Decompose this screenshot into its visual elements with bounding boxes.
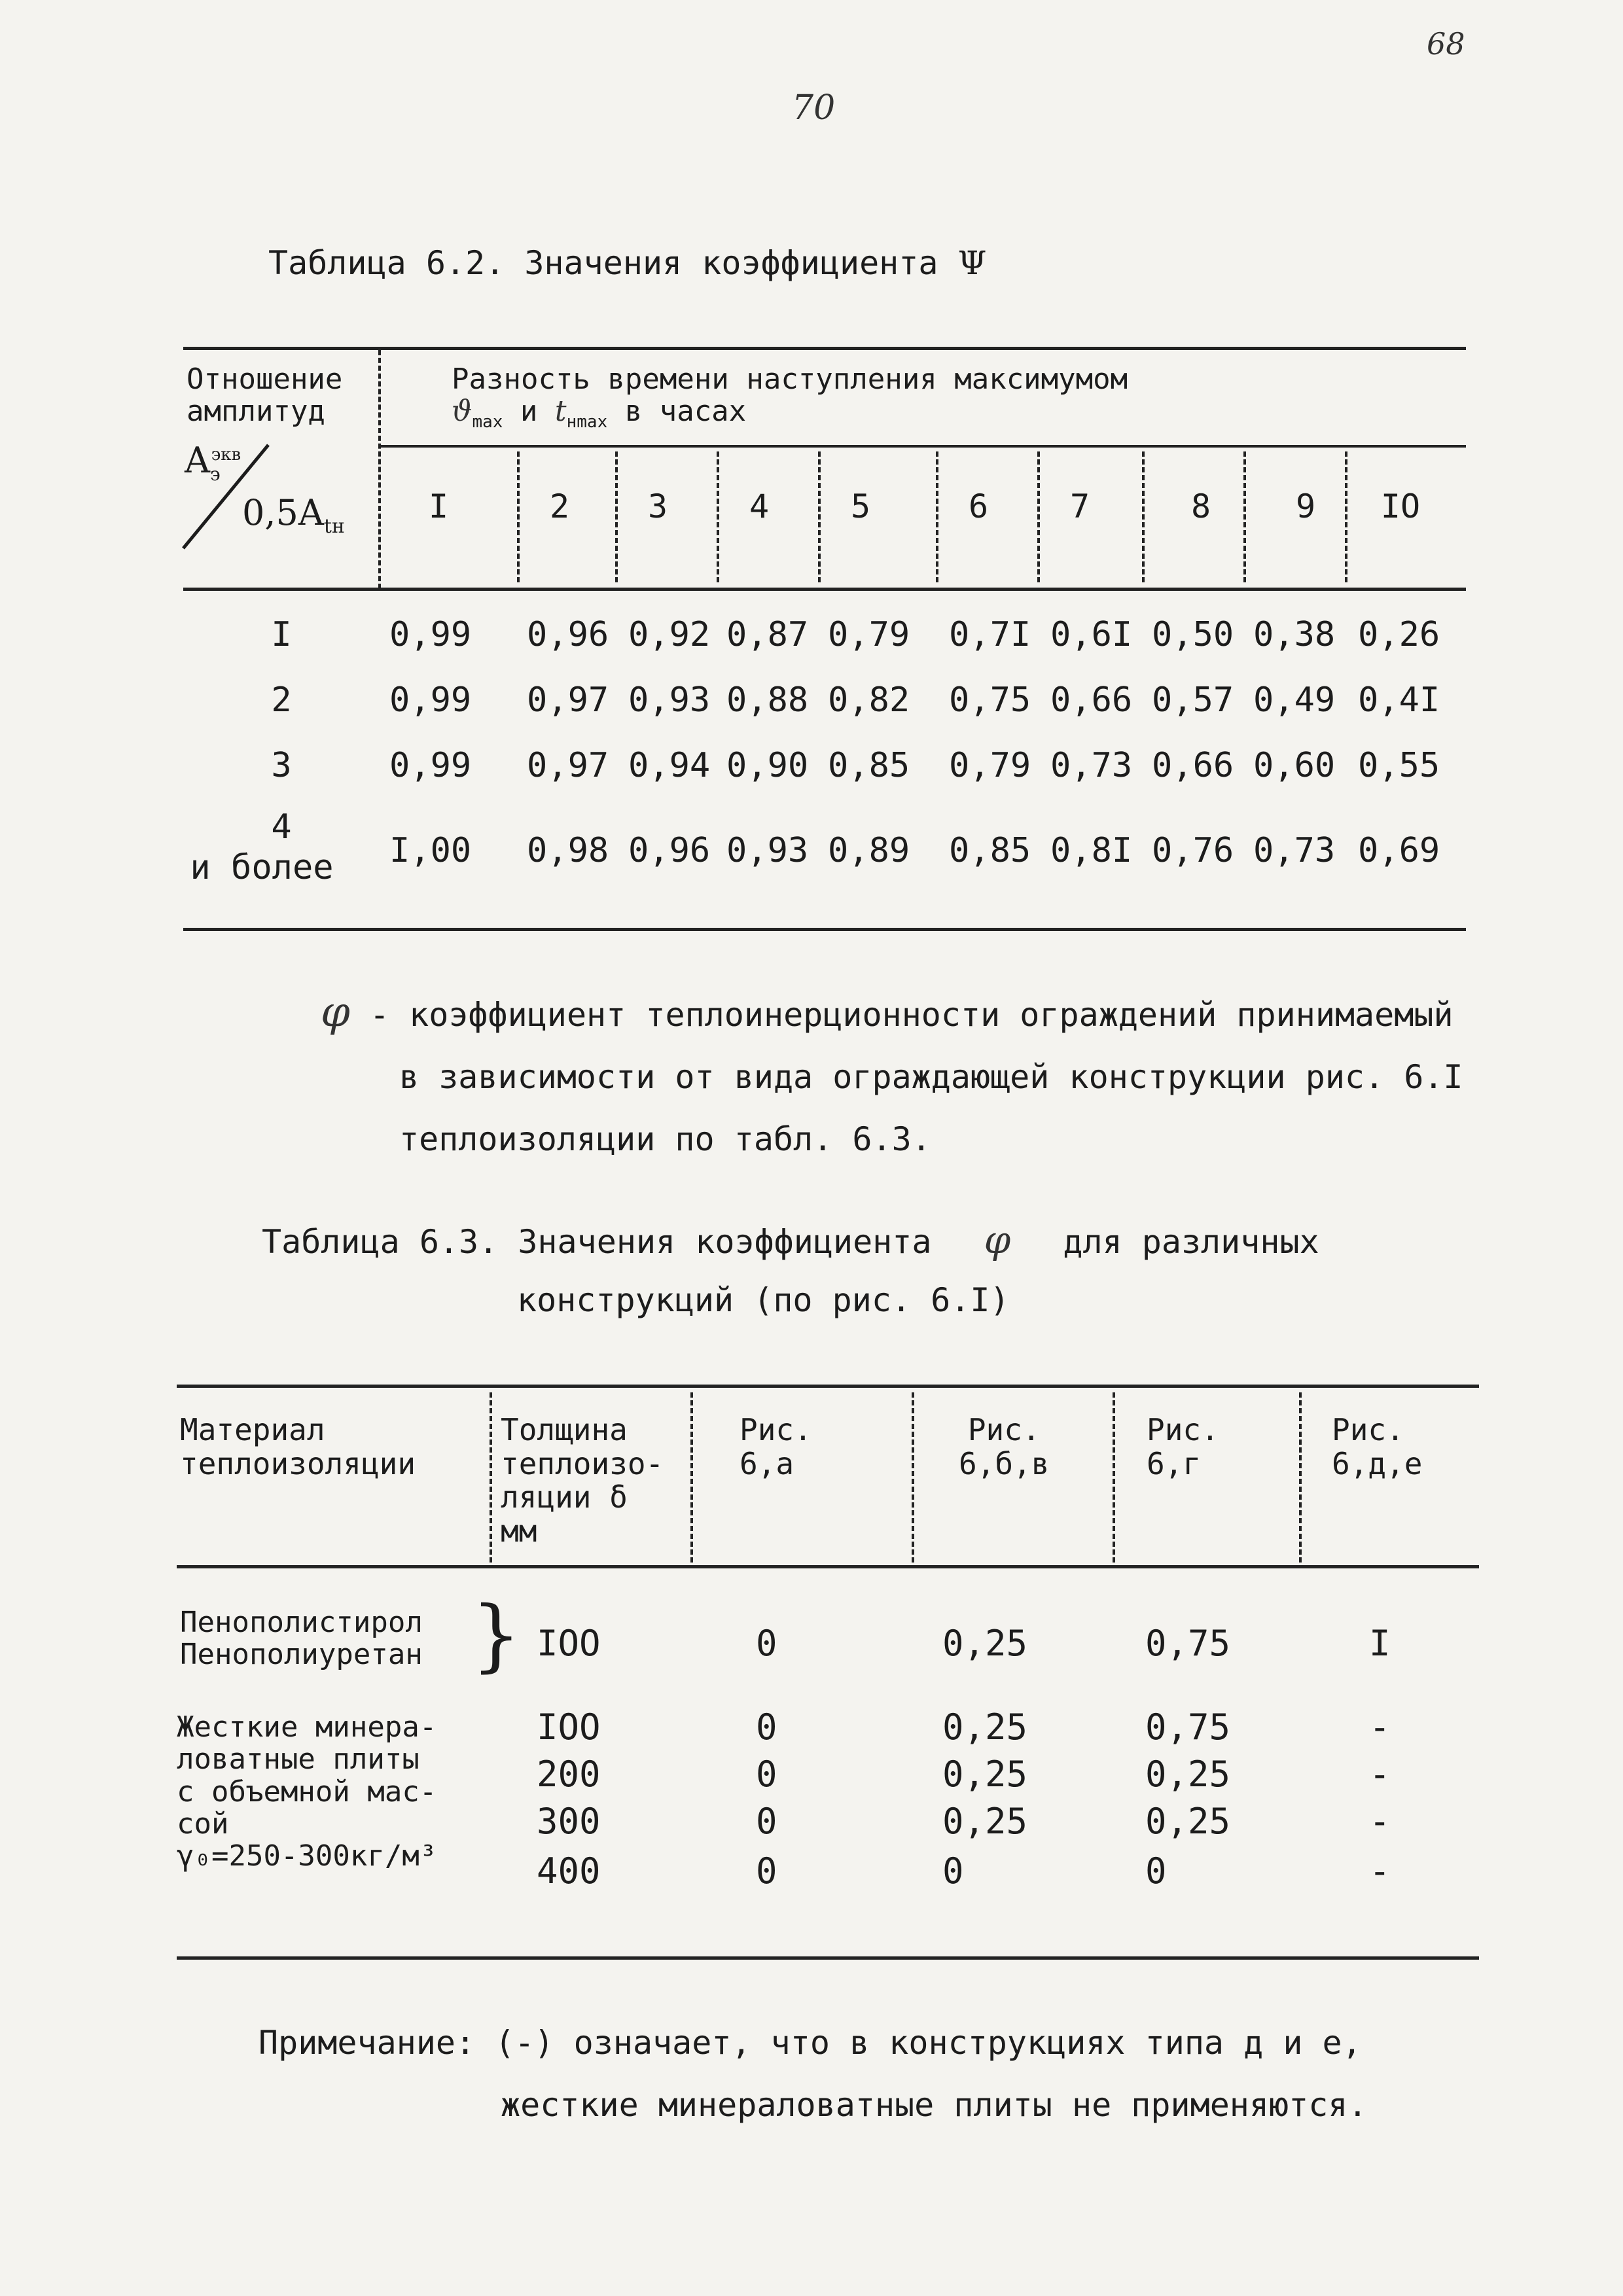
col-sep xyxy=(490,1392,492,1563)
table62-cell: 0,60 xyxy=(1253,746,1336,785)
table63-cell: 0,25 xyxy=(942,1623,1028,1664)
table62-row-label: 2 xyxy=(271,680,292,720)
table62-col-1: I xyxy=(428,487,449,525)
table63-cell: 0,25 xyxy=(1145,1754,1231,1795)
table62-cell: 0,97 xyxy=(527,680,609,720)
table62-cell: I,00 xyxy=(389,831,472,870)
table62-cell: 0,93 xyxy=(726,831,809,870)
table62-cell: 0,88 xyxy=(726,680,809,720)
table63-cell: IOO xyxy=(537,1623,601,1664)
table62-cell: 0,76 xyxy=(1152,831,1234,870)
phi-symbol: φ xyxy=(984,1218,1011,1262)
table62-col-9: 9 xyxy=(1295,487,1316,525)
table62-col-3: 3 xyxy=(647,487,668,525)
table63-cell: 300 xyxy=(537,1801,601,1842)
table62-col-7: 7 xyxy=(1069,487,1090,525)
table62-col-8: 8 xyxy=(1190,487,1211,525)
table63-cell: - xyxy=(1369,1754,1391,1795)
table63-material-foam: Пенополистирол Пенополиуретан xyxy=(180,1606,423,1672)
table62-cell: 0,92 xyxy=(628,615,711,654)
table63-caption-line2: конструкций (по рис. 6.I) xyxy=(517,1281,1010,1319)
table62-cell: 0,87 xyxy=(726,615,809,654)
table62-cell: 0,66 xyxy=(1050,680,1133,720)
table62-subheader-rule xyxy=(380,445,1466,448)
table63-caption: Таблица 6.3. Значения коэффициента φ для различных xyxy=(262,1218,1319,1262)
col-sep xyxy=(1345,451,1347,582)
table62-cell: 0,89 xyxy=(828,831,910,870)
table62-cell: 0,98 xyxy=(527,831,609,870)
phi-symbol: φ xyxy=(321,988,350,1036)
table62-cell: 0,79 xyxy=(828,615,910,654)
table62-cell: 0,4I xyxy=(1358,680,1440,720)
table63-cell: 0,75 xyxy=(1145,1623,1231,1664)
table62-cell: 0,73 xyxy=(1050,746,1133,785)
ratio-denominator: $0,5A_{tн}$ xyxy=(242,492,345,538)
table62-row-label: 4 xyxy=(271,807,292,847)
table62-cell: 0,66 xyxy=(1152,746,1234,785)
col-sep xyxy=(912,1392,914,1563)
table62-cell: 0,73 xyxy=(1253,831,1336,870)
col-sep xyxy=(1113,1392,1115,1563)
table62-cell: 0,96 xyxy=(527,615,609,654)
table62-col-10: IO xyxy=(1380,487,1421,525)
table63-header-fig-de: Рис. 6,д,е xyxy=(1332,1412,1423,1481)
table62-col-2: 2 xyxy=(549,487,570,525)
stamp-page-number: 68 xyxy=(1427,26,1465,62)
table63-header-fig-a: Рис. 6,а xyxy=(740,1412,812,1481)
table63-cell: 0 xyxy=(756,1801,777,1842)
table63-cell: 0,25 xyxy=(942,1801,1028,1842)
col-sep xyxy=(1142,451,1145,582)
table63-cell: 0,75 xyxy=(1145,1706,1231,1748)
table62-cell: 0,7I xyxy=(949,615,1031,654)
table62-cell: 0,50 xyxy=(1152,615,1234,654)
table62-bottom-rule xyxy=(183,928,1466,931)
table62-cell: 0,55 xyxy=(1358,746,1440,785)
ratio-numerator: $A_э^{экв}$ xyxy=(185,440,241,485)
table63-cell: 0,25 xyxy=(1145,1801,1231,1842)
table63-cell: - xyxy=(1369,1801,1391,1842)
table62-header-bottom-rule xyxy=(183,588,1466,591)
table63-cell: 0 xyxy=(1145,1850,1167,1892)
table63-header-fig-bv: Рис. 6,б,в xyxy=(959,1412,1050,1481)
table63-header-bottom-rule xyxy=(177,1565,1479,1568)
table62-cell: 0,94 xyxy=(628,746,711,785)
table62-cell: 0,99 xyxy=(389,746,472,785)
table62-cell: 0,82 xyxy=(828,680,910,720)
table63-cell: 0 xyxy=(756,1850,777,1892)
table63-cell: - xyxy=(1369,1706,1391,1748)
table62-cell: 0,85 xyxy=(949,831,1031,870)
psi-symbol: Ψ xyxy=(957,244,987,282)
table62-row-label: 3 xyxy=(271,746,292,785)
table62-cell: 0,8I xyxy=(1050,831,1133,870)
table62-cell: 0,49 xyxy=(1253,680,1336,720)
table63-cell: - xyxy=(1369,1850,1391,1892)
table62-cell: 0,96 xyxy=(628,831,711,870)
table62-cell: 0,6I xyxy=(1050,615,1133,654)
page-number: 70 xyxy=(792,88,836,128)
table63-cell: 0,25 xyxy=(942,1754,1028,1795)
table63-cell: 0 xyxy=(942,1850,964,1892)
table63-header-fig-g: Рис. 6,г xyxy=(1147,1412,1219,1481)
table62-ratio-header: Отношение амплитуд xyxy=(187,362,343,429)
table62-cell: 0,90 xyxy=(726,746,809,785)
table63-top-rule xyxy=(177,1385,1479,1388)
table62-cell: 0,75 xyxy=(949,680,1031,720)
table63-cell: 400 xyxy=(537,1850,601,1892)
note-paragraph: φ - коэффициент теплоинерционности ограждений принимаемый в зависимости от вида ограждающей конструкции рис. 6.I теплоизоляции по табл. 6.3. xyxy=(321,988,1463,1158)
table62-top-rule xyxy=(183,347,1466,350)
table63-cell: 0,25 xyxy=(942,1706,1028,1748)
table62-col-4: 4 xyxy=(749,487,770,525)
table62-col-5: 5 xyxy=(850,487,871,525)
table62-cell: 0,99 xyxy=(389,680,472,720)
table63-bottom-rule xyxy=(177,1956,1479,1960)
table62-cell: 0,79 xyxy=(949,746,1031,785)
table62-header-vsep xyxy=(378,350,381,589)
table62-cell: 0,38 xyxy=(1253,615,1336,654)
col-sep xyxy=(1243,451,1246,582)
table63-header-thickness: Толщина теплоизо- ляции δ мм xyxy=(501,1412,664,1549)
table62-cell: 0,85 xyxy=(828,746,910,785)
table62-cell: 0,57 xyxy=(1152,680,1234,720)
table62-cell: 0,97 xyxy=(527,746,609,785)
col-sep xyxy=(1299,1392,1302,1563)
table62-cell: 0,93 xyxy=(628,680,711,720)
table63-cell: 200 xyxy=(537,1754,601,1795)
table62-row-label: I xyxy=(271,615,292,654)
table62-cell: 0,99 xyxy=(389,615,472,654)
table63-header-material: Материал теплоизоляции xyxy=(180,1412,416,1481)
table63-cell: 0 xyxy=(756,1754,777,1795)
table62-cell: 0,26 xyxy=(1358,615,1440,654)
footnote: Примечание: (-) означает, что в конструкциях типа д и е, жесткие минераловатные плиты не применяются. xyxy=(259,2024,1368,2124)
table62-row-label-suffix: и более xyxy=(190,848,334,887)
table63-cell: IOO xyxy=(537,1706,601,1748)
table62-caption: Таблица 6.2. Значения коэффициента Ψ xyxy=(268,244,987,282)
table62-cell: 0,69 xyxy=(1358,831,1440,870)
table62-col-6: 6 xyxy=(968,487,989,525)
brace-icon: } xyxy=(471,1590,522,1681)
table63-cell: I xyxy=(1369,1623,1391,1664)
table63-cell: 0 xyxy=(756,1706,777,1748)
table62-time-header: Разность времени наступления максимумом $ϑ_{max}$ и $t_{нmax}$ в часах xyxy=(452,362,1128,433)
table63-material-mineral-wool: Жесткие минера- ловатные плиты с объемной мас- сой γ₀=250-300кг/м³ xyxy=(177,1710,437,1873)
table63-cell: 0 xyxy=(756,1623,777,1664)
col-sep xyxy=(690,1392,693,1563)
